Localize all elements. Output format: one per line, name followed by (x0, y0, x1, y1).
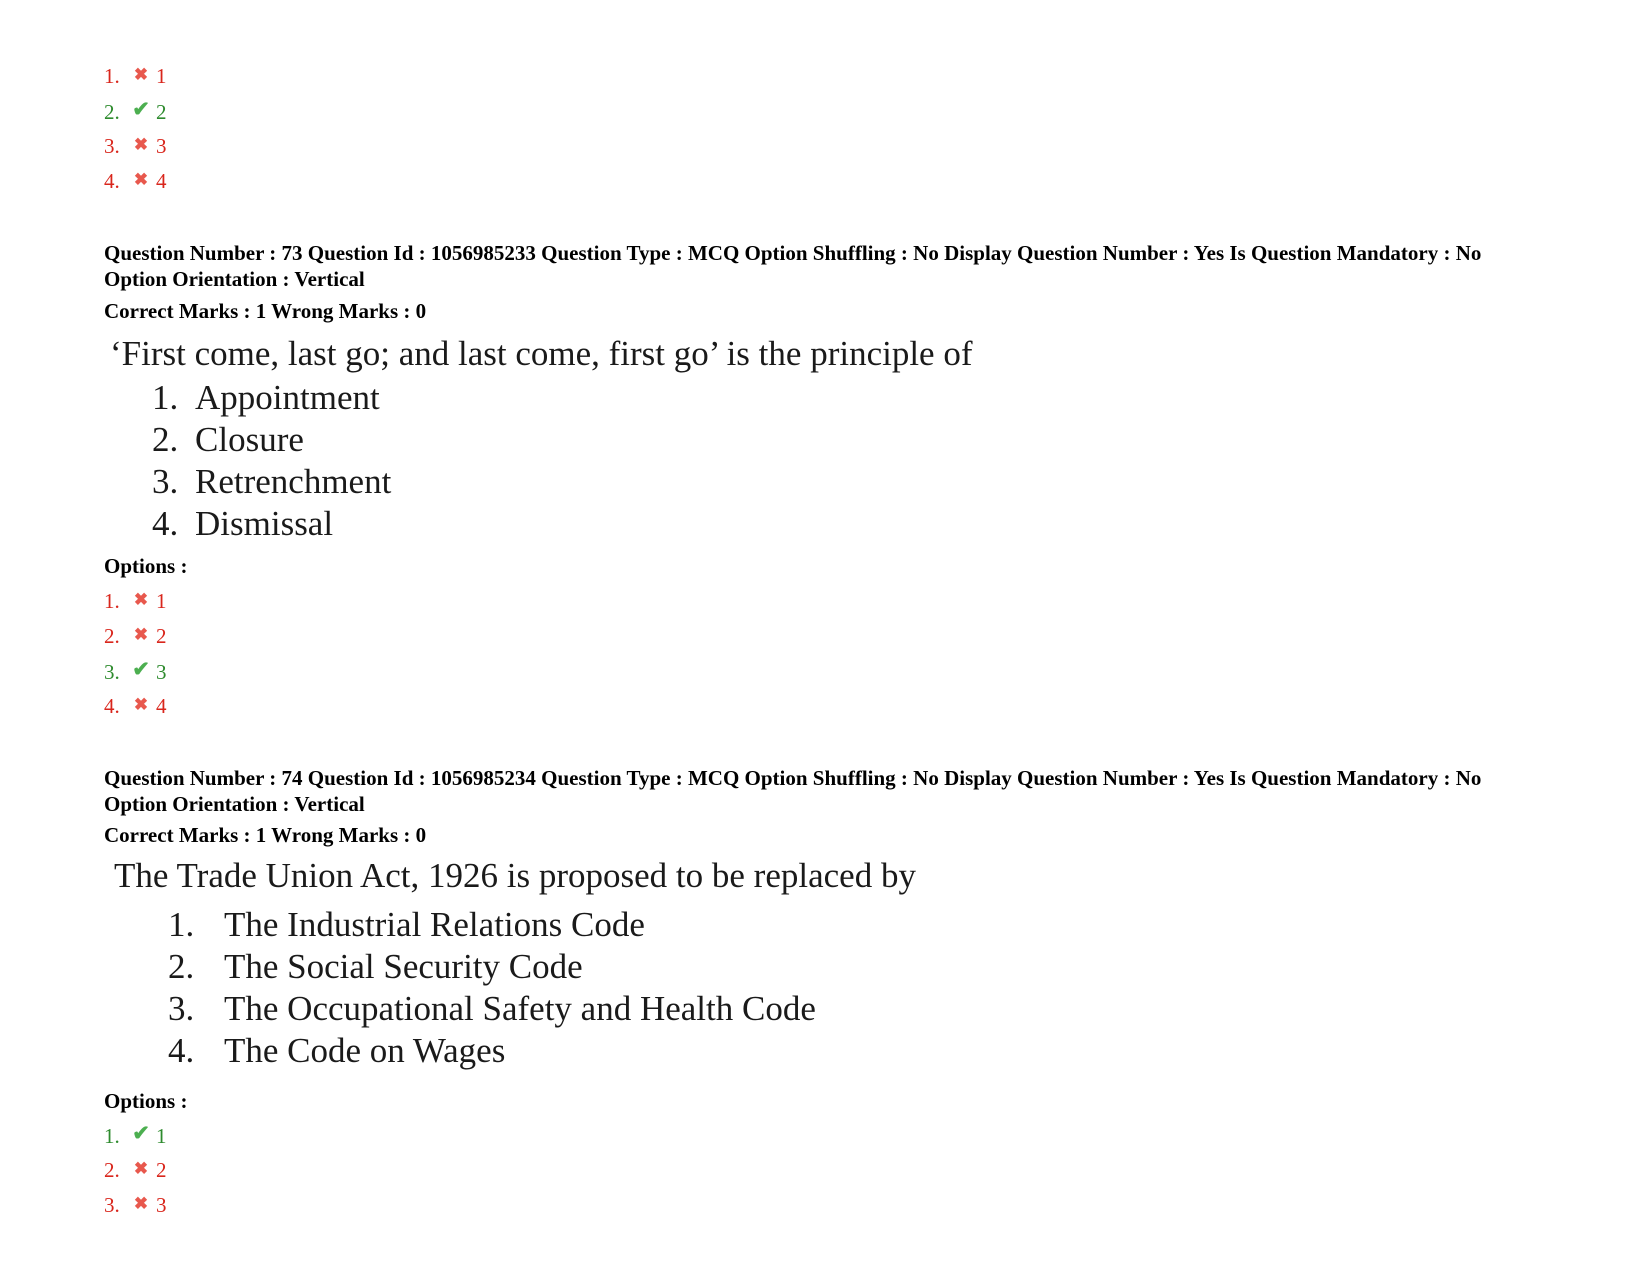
choice-number: 4. (152, 504, 179, 543)
question-stem: ‘First come, last go; and last come, first go’ is the principle of (110, 334, 973, 373)
option-value: 4 (156, 169, 167, 193)
option-number: 1. (104, 64, 120, 88)
cross-icon: ✖ (133, 1159, 149, 1178)
question-choices (168, 904, 816, 1072)
option-number: 2. (104, 1158, 120, 1182)
question-meta: Question Number : 73 Question Id : 1056985233 Question Type : MCQ Option Shuffling : No Display Question Number : Yes Is Question Mandatory : No Option Orientation : Vertical (104, 241, 1482, 291)
options-label: Options : (104, 554, 188, 578)
cross-icon: ✖ (133, 625, 149, 644)
question-options (104, 1116, 167, 1221)
choice-text: Retrenchment (195, 462, 392, 501)
option-row (104, 1186, 167, 1221)
option-value: 3 (156, 1193, 167, 1217)
choice-text: Appointment (195, 378, 380, 417)
option-row (104, 687, 167, 722)
check-icon: ✔ (132, 97, 150, 121)
option-row (104, 162, 167, 197)
option-row (104, 652, 167, 687)
option-value: 2 (156, 1158, 167, 1182)
choice-text: The Code on Wages (224, 1031, 506, 1070)
choice-number: 4. (168, 1031, 195, 1070)
choice-number: 1. (152, 378, 179, 417)
question-options (104, 582, 167, 722)
check-icon: ✔ (132, 657, 150, 681)
option-row (104, 127, 167, 162)
option-number: 2. (104, 624, 120, 648)
cross-icon: ✖ (133, 590, 149, 609)
option-value: 1 (156, 589, 167, 613)
option-number: 3. (104, 660, 120, 684)
cross-icon: ✖ (133, 170, 149, 189)
cross-icon: ✖ (133, 1194, 149, 1213)
option-row (104, 92, 167, 127)
option-number: 3. (104, 1193, 120, 1217)
cross-icon: ✖ (133, 135, 149, 154)
option-number: 2. (104, 100, 120, 124)
choice-item (168, 1030, 816, 1072)
choice-number: 2. (152, 420, 179, 459)
option-row (104, 1116, 167, 1151)
option-row (104, 1151, 167, 1186)
choice-item (152, 419, 391, 461)
marks-line: Correct Marks : 1 Wrong Marks : 0 (104, 299, 427, 323)
choice-number: 1. (168, 905, 195, 944)
choice-item (152, 377, 391, 419)
choice-text: Closure (195, 420, 304, 459)
option-value: 3 (156, 660, 167, 684)
choice-item (168, 946, 816, 988)
choice-item (152, 503, 391, 545)
option-value: 1 (156, 1124, 167, 1148)
option-row (104, 57, 167, 92)
option-value: 3 (156, 134, 167, 158)
question-stem: The Trade Union Act, 1926 is proposed to be replaced by (114, 856, 916, 895)
choice-text: The Occupational Safety and Health Code (224, 989, 816, 1028)
option-row (104, 582, 167, 617)
option-value: 4 (156, 694, 167, 718)
choice-text: The Social Security Code (224, 947, 583, 986)
choice-number: 2. (168, 947, 195, 986)
option-number: 4. (104, 694, 120, 718)
option-value: 2 (156, 100, 167, 124)
check-icon: ✔ (132, 1121, 150, 1145)
marks-line: Correct Marks : 1 Wrong Marks : 0 (104, 823, 427, 847)
cross-icon: ✖ (133, 65, 149, 84)
choice-number: 3. (152, 462, 179, 501)
choice-text: Dismissal (195, 504, 334, 543)
option-number: 4. (104, 169, 120, 193)
choice-item (168, 988, 816, 1030)
question-meta: Question Number : 74 Question Id : 1056985234 Question Type : MCQ Option Shuffling : No Display Question Number : Yes Is Question Mandatory : No Option Orientation : Vertical (104, 766, 1482, 816)
option-value: 1 (156, 64, 167, 88)
prev-question-options (104, 57, 167, 197)
option-number: 1. (104, 1124, 120, 1148)
choice-item (152, 461, 391, 503)
option-number: 3. (104, 134, 120, 158)
option-number: 1. (104, 589, 120, 613)
choice-text: The Industrial Relations Code (224, 905, 645, 944)
question-choices (152, 377, 391, 545)
option-value: 2 (156, 624, 167, 648)
choice-item (168, 904, 816, 946)
cross-icon: ✖ (133, 695, 149, 714)
choice-number: 3. (168, 989, 195, 1028)
options-label: Options : (104, 1089, 188, 1113)
option-row (104, 617, 167, 652)
